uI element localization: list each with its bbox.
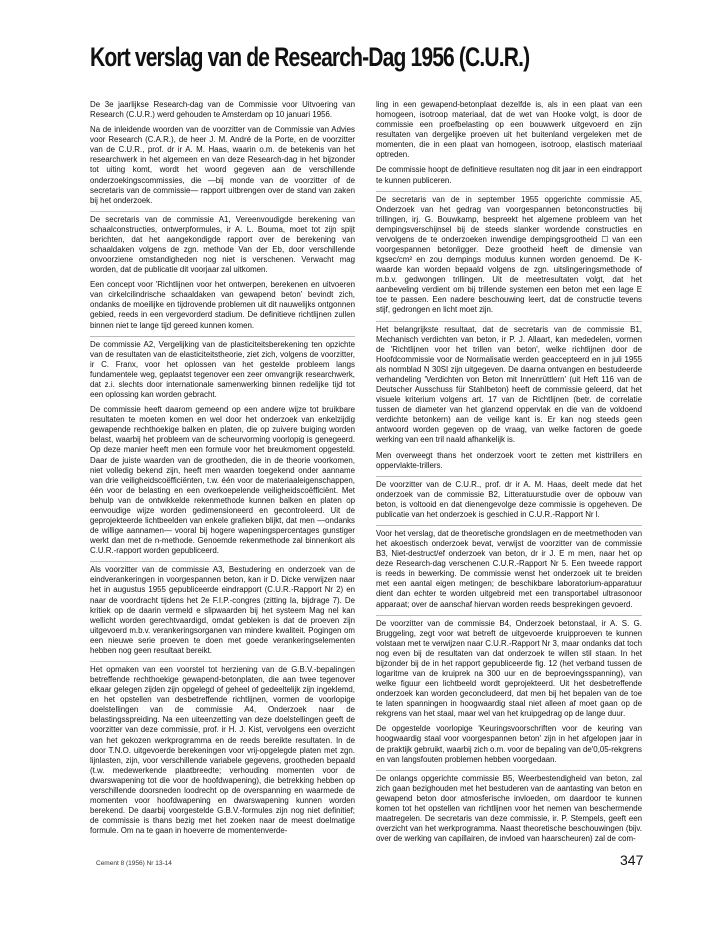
paragraph: Het opmaken van een voorstel tot herziening van de G.B.V.-bepalingen betreffende rechthoekige gewapend-betonplaten, die aan twee tegenover elkaar gelegen zijden zijn opgelegd of geheel of gedeeltelijk zijn ingeklemd, en het opstellen van desbetreffende richtlijnen, vormen de voorlopige doelstellingen van de commissie A4, Onderzoek naar de belastingsspreiding. Na een uiteenzetting van deze doelstellingen geeft de voorzitter van deze commissie, prof. ir H. J. Kist, vervolgens een overzicht van het gekozen werkprogramma en de reeds bereikte resultaten. In de door T.N.O. uitgevoerde berekeningen voor vrij-opgelegde platen met zgn. lijnlasten, zijn, voor verschillende variabele gegevens, grootheden bepaald (t.w. medewerkende plaatbreedte; verhouding momenten voor de dwarswapening tot die voor de hoofdwapening), die betrekking hebben op verschillende doorsneden loodrecht op de overspanning en waarmede de momenten voor hoofdwapening en dwarswapening kunnen worden berekend. De daarbij voorgestelde G.B.V.-formules zijn nog niet definitief; de commissie is thans bezig met het zoeken naar de meest doelmatige formule. Om na te gaan in hoeverre de momentenverde- (90, 661, 355, 836)
right-column (376, 100, 642, 849)
paragraph: ling in een gewapend-betonplaat dezelfde is, als in een plaat van een homogeen, isotroop materiaal, dat de wet van Hooke volgt, is door de commissie een proefbelasting op een bouwwerk uitgevoerd en zijn resultaten van dergelijke proeven uit het buitenland vergeleken met de momenten, die in een plaat van homogeen, isotroop, elastisch materiaal optreden. (376, 100, 642, 160)
paragraph: De voorzitter van de commissie B4, Onderzoek betonstaal, ir A. S. G. Bruggeling, zegt voor wat betreft de uitgevoerde kruipproeven te kunnen volstaan met te verwijzen naar C.U.R.-Rapport Nr 3, maar ondanks dat toch nog even bij de resultaten van dat onderzoek te willen stil staan. In het bijzonder bij de in het rapport gepubliceerde fig. 12 (het verband tussen de logaritme van de kruiprek na 300 uur en de beproevingsspanning), van welke figuur een lichtbeeld wordt geprojekteerd. Uit het desbetreffende onderzoek kan worden geconcludeerd, dat men bij het bepalen van de toe te laten spanningen in hoogwaardig staal niet alleen af moet gaan op de rekgrens van het staal, maar wel van het kruipgedrag op de lange duur. (376, 615, 642, 720)
article-title: Kort verslag van de Research-Dag 1956 (C.U.R.) (90, 42, 530, 72)
paragraph: De secretaris van de commissie A1, Vereenvoudigde berekening van schaalconstructies, ontwerpformules, ir A. L. Bouma, moet tot zijn spijt berichten, dat het aangekondigde rapport over de berekening van schaaldaken volgens de zgn. methode Van der Eb, door verschillende onvoorziene omstandigheden nog niet is verschenen. Verwacht mag worden, dat de publicatie dit voorjaar zal uitkomen. (90, 211, 355, 275)
paragraph: De 3e jaarlijkse Research-dag van de Commissie voor Uitvoering van Research (C.U.R.) werd gehouden te Amsterdam op 10 januari 1956. (90, 100, 355, 120)
paragraph: Voor het verslag, dat de theoretische grondslagen en de meetmethoden van het akoestisch onderzoek bevat, verwijst de voorzitter van de commissie B3, Niet-destruct/ef onderzoek van beton, dr ir J. E m men, naar het op deze Research-dag verschenen C.U.R.-Rapport Nr 5. Een tweede rapport is reeds in bewerking. De commissie wenst het onderzoek uit te breiden met een aantal eigen metingen; de beschikbare laboratorium-apparatuur dient dan echter te worden uitgebreid met een transportabel ultrasonoor apparaat; over de aanschaf hiervan worden reeds besprekingen gevoerd. (376, 525, 642, 610)
page-number: 347 (620, 852, 644, 868)
paragraph: De voorzitter van de C.U.R., prof. dr ir A. M. Haas, deelt mede dat het onderzoek van de commissie B2, Litteratuurstudie over de opbouw van beton, is voltooid en dat dienengevolge deze commissie is opgeheven. De publicatie van het onderzoek is geschied in C.U.R.-Rapport Nr l. (376, 476, 642, 520)
paragraph: De commissie A2, Vergelijking van de plasticiteitsberekening ten opzichte van de resultaten van de elasticiteitstheorie, ziet zich, volgens de voorzitter, ir C. Franx, voor het oplossen van het gestelde probleem langs fundamentele weg, geplaatst tegenover een zeer omvangrijk researchwerk, dat z.i. slechts door internationale samenwerking binnen redelijke tijd tot een oplossing kan worden gebracht. (90, 336, 355, 400)
left-column (90, 100, 355, 841)
paragraph: De onlangs opgerichte commissie B5, Weerbestendigheid van beton, zal zich gaan bezighouden met het bestuderen van de aantasting van beton en gewapend beton door atmosferische invloeden, om daardoor te kunnen komen tot het opstellen van richtlijnen voor het nemen van beschermende maatregelen. De secretaris van deze commissie, ir. P. Stempels, geeft een overzicht van het werkprogramma. Naast theoretische beschouwingen (bijv. over de werking van capillairen, de invloed van haarscheuren) zal de com- (376, 770, 642, 845)
paragraph: De commissie heeft daarom gemeend op een andere wijze tot bruikbare resultaten te moeten komen en wel door het onderzoek van enkelzijdig gewapende rechthoekige balken en platen, die op zuivere buiging worden belast, waarbij het probleem van de scheurvorming voorlopig is genegeerd. Op deze manier heeft men een formule voor het breukmoment opgesteld. Daar de juiste waarden van de grootheden, die in de theorie voorkomen, niet volledig bekend zijn, heeft men waarden toegekend onder aanname van drie veiligheidscoëfficiënten, t.w. één voor de materiaaleigenschappen, één voor de belasting en een overkoepelende veiligheidscoëfficiënt. Met behulp van de ontwikkelde rekenmethode kunnen balken en platen op eenvoudige wijze worden gedimensioneerd en gecontroleerd. Uit de geprojekteerde lichtbeelden van enkele grafieken blijkt, dat men —ondanks de willige aannamen— vooral bij hogere wapeningspercentages gunstiger werkt dan met de n-methode. Genoemde rekenmethode zal binnenkort als C.U.R.-rapport worden gepubliceerd. (90, 405, 355, 556)
paragraph: De secretaris van de in september 1955 opgerichte commissie A5, Onderzoek van het gedrag van voorgespannen betonconstructies bij trillingen, irj. G. Bouwkamp, bespreekt het algemene probleem van het dempingsverschijnsel bij de steeds slanker wordende constructies en vervolgens de te onderzoeken inwendige dempingsgrootheid ☐ van een voorgespannen betonligger. Deze grootheid heeft de dimensie van kgsec/cm² en zou dempings modulus kunnen worden genoemd. De K-waarde kan worden bepaald volgens de zgn. uitslingeringsmethode of m.b.v. gedwongen trillingen. Uit de meetresultaten volgt, dat het aanbeveling verdient om bij trillende systemen een beton met een lage E toe te passen. Een nadere beschouwing leert, dat de constructie tevens stijf, gedrongen en licht moet zijn. (376, 191, 642, 316)
paragraph: Als voorzitter van de commissie A3, Bestudering en onderzoek van de eindverankeringen in voorgespannen beton, kan ir D. Dicke verwijzen naar het in augustus 1955 gepubliceerde eindrapport (C.U.R.-Rapport Nr 2) en naar de voordracht tijdens het 2e F.I.P.-congres (zitting Ia, bijdrage 7). De kritiek op de daarin vermeld e slipwaarden bij het systeem Mag nel kan wellicht worden gerechtvaardigd, omdat gebleken is dat de proeven zijn uitgevoerd m.b.v. verankeringsorganen van mindere kwaliteit. Pogingen om een nieuwe serie proeven te doen met goede verankeringselementen hebben nog geen resultaat bereikt. (90, 561, 355, 656)
paragraph: De commissie hoopt de definitieve resultaten nog dit jaar in een eindrapport te kunnen publiceren. (376, 165, 642, 185)
paragraph: Een concept voor 'Richtlijnen voor het ontwerpen, berekenen en uitvoeren van cirkelcilindrische schaaldaken van gewapend beton' bevindt zich, ondanks de moeilijke en tijdrovende problemen uit dit nauwelijks ontgonnen gebied, reeds in een vergevorderd stadium. De definitieve richtlijnen zullen binnen niet te lange tijd gereed kunnen komen. (90, 280, 355, 330)
paragraph: Men overweegt thans het onderzoek voort te zetten met kisttrillers en oppervlakte-trillers. (376, 450, 642, 470)
paragraph: Na de inleidende woorden van de voorzitter van de Commissie van Advies voor Research (C.A.R.), de heer J. M. André de la Porte, en de voorzitter van de C.U.R., prof. dr ir A. M. Haas, waarin o.m. de betekenis van het researchwerk in het algemeen en van deze Research-dag in het bijzonder tot uiting komt, wordt het woord gegeven aan de verschillende onderzoekingscommissies, die —bij monde van de voorzitter of de secretaris van de commissie— rapport uitbrengen over de stand van zaken bij het onderzoek. (90, 125, 355, 205)
journal-footer: Cement 8 (1956) Nr 13-14 (96, 860, 172, 867)
paragraph: De opgestelde voorlopige 'Keuringsvoorschriften voor de keuring van hoogwaardig staal voor voorgespannen beton' zijn in het afgelopen jaar in de praktijk gebruikt, waarbij zich o.m. voor de bepaling van de'0,05-rekgrens en van langsfouten problemen hebben voorgedaan. (376, 724, 642, 764)
paragraph: Het belangrijkste resultaat, dat de secretaris van de commissie B1, Mechanisch verdichten van beton, ir P. J. Allaart, kan mededelen, vormen de 'Richtlijnen voor het trillen van beton', welke richtlijnen door de Hoofdcommissie voor de Normalisatie werden geaccepteerd en in juli 1955 als normblad N 30SI zijn uitgegeven. De daarna ontvangen en bestudeerde verhandeling 'Verdichten von Beton mit Innenrüttlern' (uit Heft 116 van de Deutscher Ausschuss für Stahlbeton) heeft de commissie geleerd, dat het visuele kriterium volgens art. 17 van de Richtlijnen (betr. de correlatie tussen de diameter van het glanzend oppervlak en die van de voldoend verdichte betonkern) aan de veilige kant is. Er kan nog steeds geen antwoord worden gegeven op de vraag, van welke factoren de goede werking van een tril naald afhankelijk is. (376, 321, 642, 446)
